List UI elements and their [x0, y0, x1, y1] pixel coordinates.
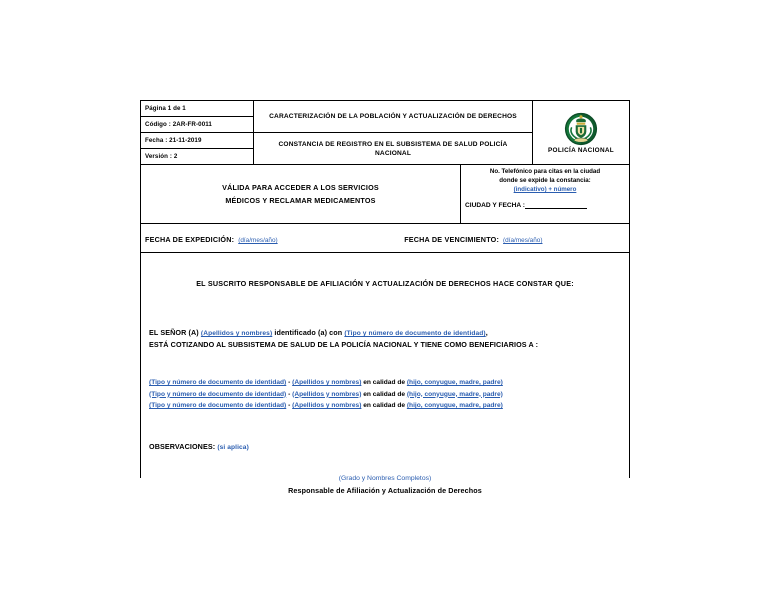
meta-pagina: Página 1 de 1: [141, 101, 254, 117]
fechas-band: [140, 223, 630, 253]
validity-line-1: VÁLIDA PARA ACCEDER A LOS SERVICIOS: [222, 183, 379, 192]
beneficiario-documento[interactable]: (Tipo y número de documento de identidad): [149, 379, 287, 386]
document-header-table: [140, 100, 630, 165]
senor-nombre-placeholder[interactable]: (Apellidos y nombres): [200, 330, 273, 337]
validity-line-2: MÉDICOS Y RECLAMAR MEDICAMENTOS: [225, 196, 376, 205]
header-title-main: CARACTERIZACIÓN DE LA POBLACIÓN Y ACTUALIZACIÓN DE DERECHOS: [254, 101, 533, 133]
beneficiario-nombre[interactable]: (Apellidos y nombres): [292, 390, 362, 398]
senor-mid: identificado (a) con: [274, 328, 343, 337]
beneficiario-row: [149, 389, 621, 401]
beneficiario-nombre[interactable]: (Apellidos y nombres): [292, 379, 362, 386]
observaciones-value[interactable]: (si aplica): [217, 443, 249, 451]
fecha-expedicion-label: FECHA DE EXPEDICIÓN:: [145, 235, 235, 244]
beneficiario-calidad[interactable]: (hijo, conyugue, madre, padre): [406, 379, 503, 386]
beneficiario-calidad-label: en calidad de: [363, 390, 406, 398]
validity-row: [141, 165, 630, 224]
fechas-row: [141, 224, 630, 253]
meta-fecha: Fecha : 21-11-2019: [141, 133, 254, 149]
beneficiario-calidad[interactable]: (hijo, conyugue, madre, padre): [406, 402, 503, 409]
logo-label: POLICÍA NACIONAL: [548, 146, 614, 154]
senor-line: [149, 326, 621, 340]
fecha-vencimiento-value[interactable]: (día/mes/año): [503, 237, 543, 244]
senor-documento-placeholder[interactable]: (Tipo y número de documento de identidad): [344, 330, 486, 337]
beneficiario-separator: -: [286, 390, 293, 398]
ciudad-y-fecha-rule[interactable]: [525, 201, 587, 209]
ciudad-y-fecha-label: CIUDAD Y FECHA :: [465, 202, 525, 209]
observaciones-label: OBSERVACIONES:: [149, 441, 216, 451]
telephone-placeholder[interactable]: (indicativo) + número: [513, 186, 577, 193]
beneficiario-documento[interactable]: (Tipo y número de documento de identidad): [149, 402, 287, 409]
telephone-cell: [461, 165, 630, 224]
signature-cargo-label: Responsable de Afiliación y Actualización de Derechos: [288, 485, 482, 495]
document-body: [140, 252, 630, 495]
fecha-vencimiento-field[interactable]: [404, 229, 542, 247]
beneficiario-calidad-label: en calidad de: [363, 402, 406, 409]
fecha-expedicion-field[interactable]: [145, 229, 404, 247]
fecha-vencimiento-label: FECHA DE VENCIMIENTO:: [404, 235, 500, 244]
police-shield-emblem-icon: [564, 112, 598, 146]
telephone-line-1: No. Telefónico para citas en la ciudad: [489, 168, 601, 175]
validity-text-cell: [141, 165, 461, 224]
beneficiario-separator: -: [286, 402, 293, 409]
constancia-document: [140, 100, 630, 495]
senor-suffix: ,: [485, 328, 488, 337]
beneficiario-nombre[interactable]: (Apellidos y nombres): [292, 402, 362, 409]
meta-version: Versión : 2: [141, 149, 254, 165]
beneficiario-separator: -: [286, 379, 293, 386]
observaciones-field[interactable]: [149, 442, 621, 451]
beneficiario-row: [149, 377, 621, 389]
signature-block: [149, 475, 621, 495]
beneficiario-calidad-label: en calidad de: [363, 379, 406, 386]
header-logo-cell: [533, 101, 630, 165]
fechas-flex: [145, 229, 625, 247]
ciudad-y-fecha-field[interactable]: [465, 201, 625, 209]
cotizando-line: ESTÁ COTIZANDO AL SUBSISTEMA DE SALUD DE LA POLICÍA NACIONAL Y TIENE COMO BENEFICIARIOS A :: [149, 340, 539, 349]
fecha-expedicion-value[interactable]: (día/mes/año): [238, 237, 278, 244]
beneficiarios-list: [149, 377, 621, 412]
beneficiario-calidad[interactable]: (hijo, conyugue, madre, padre): [406, 390, 503, 398]
header-title-sub: CONSTANCIA DE REGISTRO EN EL SUBSISTEMA DE SALUD POLICÍA NACIONAL: [254, 133, 533, 165]
fechas-cell: [141, 224, 630, 253]
constar-statement: EL SUSCRITO RESPONSABLE DE AFILIACIÓN Y ACTUALIZACIÓN DE DERECHOS HACE CONSTAR QUE:: [196, 279, 574, 288]
meta-codigo: Código : 2AR-FR-0011: [141, 117, 254, 133]
header-row-1: [141, 101, 630, 117]
telephone-line-2: donde se expide la constancia:: [499, 176, 591, 184]
senor-prefix: EL SEÑOR (A): [149, 328, 199, 337]
signature-grado-placeholder[interactable]: (Grado y Nombres Completos): [338, 474, 432, 482]
beneficiario-row: [149, 400, 621, 412]
beneficiario-documento[interactable]: (Tipo y número de documento de identidad): [149, 390, 287, 398]
validity-band: [140, 164, 630, 224]
